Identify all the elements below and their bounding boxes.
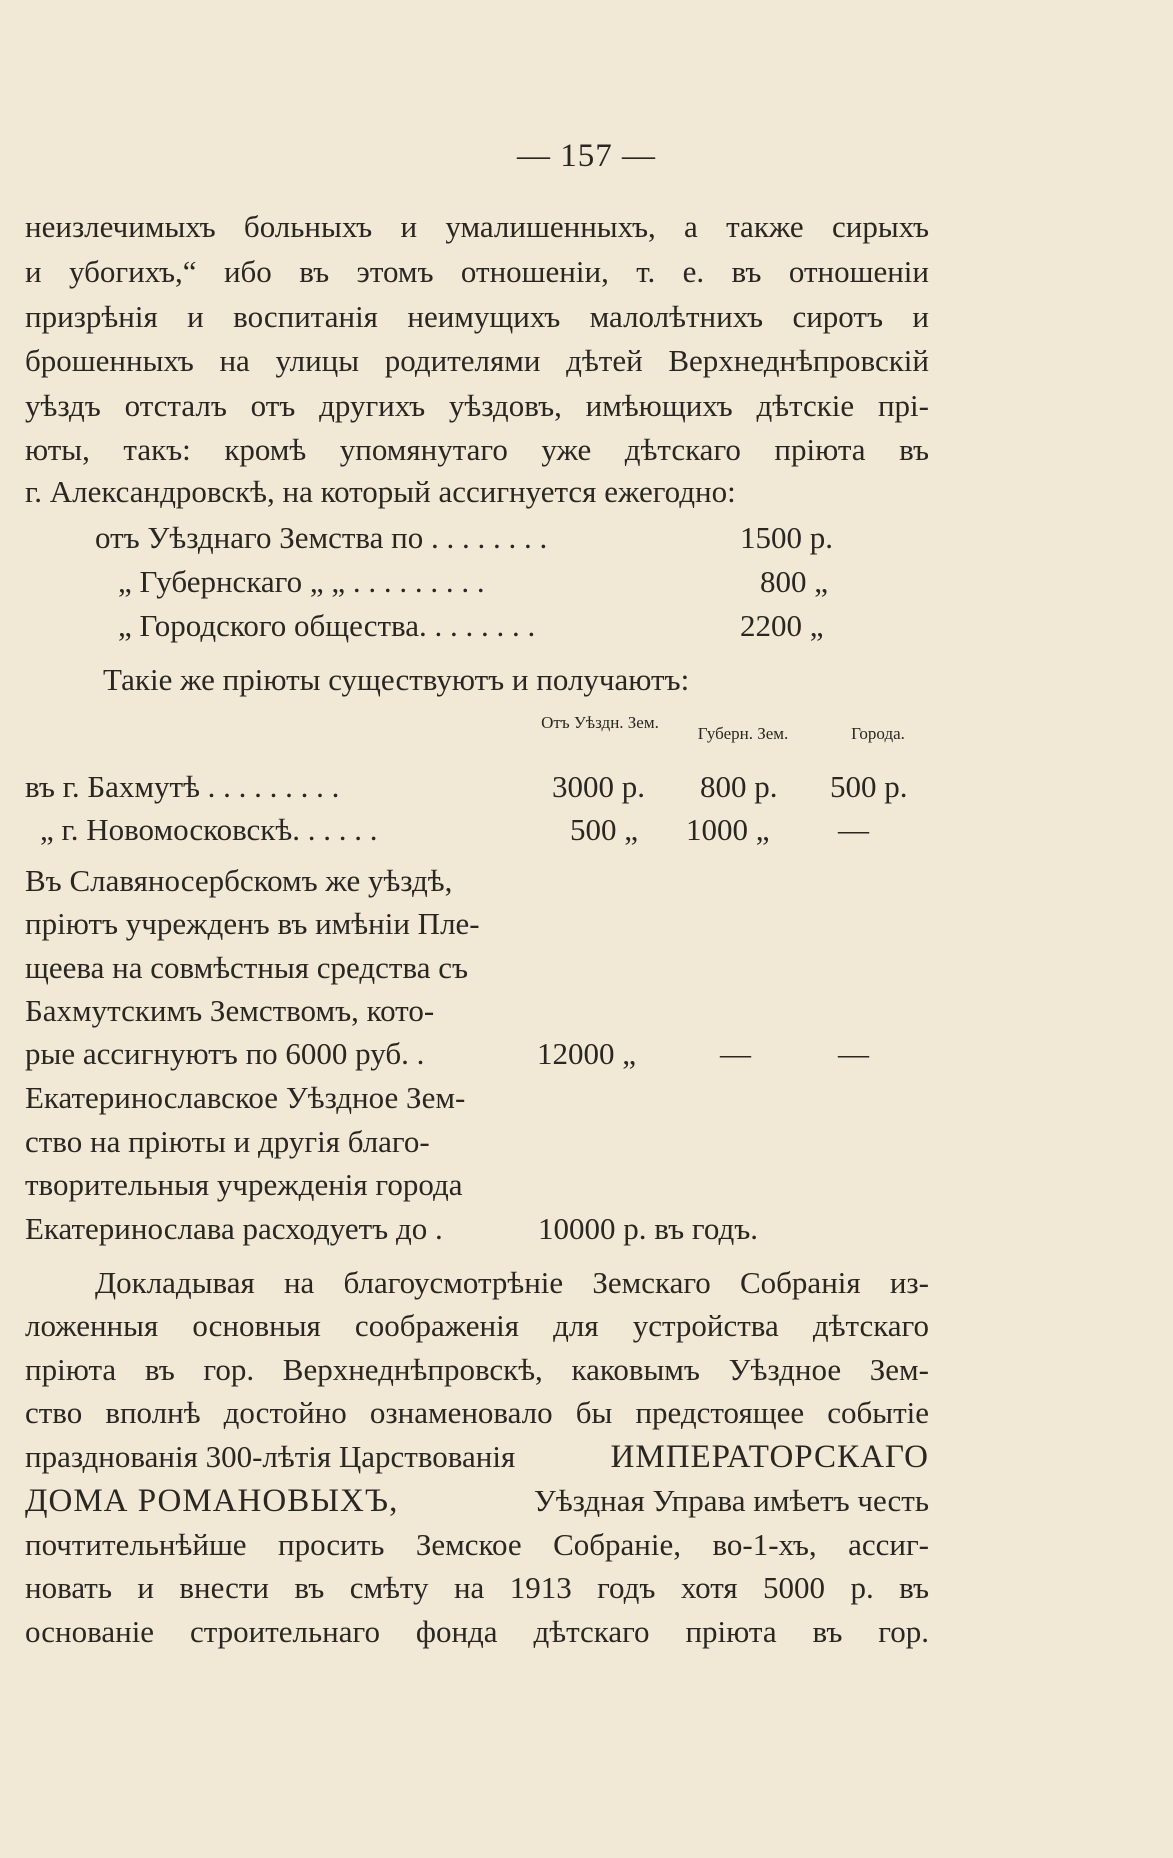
table-cell-gub: — xyxy=(720,1036,751,1071)
text-line: Екатеринослава расходуетъ до . xyxy=(25,1211,443,1246)
table-cell-city: — xyxy=(838,1036,869,1071)
table-cell-city: 500 р. xyxy=(830,769,908,804)
text-line: Въ Славяносербскомъ же уѣздѣ, xyxy=(25,863,453,898)
text-line xyxy=(25,1437,929,1477)
table-cell-city: — xyxy=(838,812,869,847)
text-line: творительныя учрежденiя города xyxy=(25,1167,463,1202)
text-line: основанiе строительнаго фонда дѣтскаго прiюта въ гор. xyxy=(25,1614,929,1649)
table-cell-uezd: 3000 р. xyxy=(552,769,645,804)
text-line: уѣздъ отсталъ отъ другихъ уѣздовъ, имѣющихъ дѣтскiе прi- xyxy=(25,388,929,423)
text-line: Екатеринославское Уѣздное Зем- xyxy=(25,1080,466,1115)
text-run: Уѣздная Управа имѣетъ честь xyxy=(533,1483,929,1518)
text-line: г. Александровскѣ, на который ассигнуется ежегодно: xyxy=(25,474,736,509)
table-cell-gub: 1000 „ xyxy=(686,812,770,847)
text-run-caps: ДОМА РОМАНОВЫХЪ, xyxy=(25,1483,399,1519)
text-line: Докладывая на благоусмотрѣнiе Земскаго Собранiя из- xyxy=(95,1265,929,1300)
text-line: брошенныхъ на улицы родителями дѣтей Верхнеднѣпровскiй xyxy=(25,343,929,378)
table-row-place: „ г. Новомосковскѣ. . . . . . xyxy=(40,812,378,847)
funding-label: „ Городского общества. . . . . . . . xyxy=(118,608,536,643)
text-line: рые ассигнуютъ по 6000 руб. . xyxy=(25,1036,425,1071)
funding-label: отъ Уѣзднаго Земства по . . . . . . . . xyxy=(95,520,548,555)
table-cell-total: 10000 р. въ годъ. xyxy=(538,1211,758,1246)
text-line: Бахмутскимъ Земствомъ, кото- xyxy=(25,993,435,1028)
table-row-place: въ г. Бахмутѣ . . . . . . . . . xyxy=(25,769,340,804)
funding-label: „ Губернскаго „ „ . . . . . . . . . xyxy=(118,564,485,599)
text-line: и убогихъ,“ ибо въ этомъ отношенiи, т. е. въ отношенiи xyxy=(25,254,929,289)
table-cell-gub: 800 р. xyxy=(700,769,778,804)
text-line: призрѣнiя и воспитанiя неимущихъ малолѣтнихъ сиротъ и xyxy=(25,299,929,334)
column-header-uezd: Отъ Уѣздн. Зем. xyxy=(541,713,659,732)
funding-amount: 800 „ xyxy=(760,564,829,599)
column-header-gub: Губерн. Зем. xyxy=(697,724,789,743)
table-cell-uezd: 12000 „ xyxy=(537,1036,637,1071)
text-line: почтительнѣйше просить Земское Собранiе, во-1-хъ, ассиг- xyxy=(25,1527,929,1562)
text-line: юты, такъ: кромѣ упомянутаго уже дѣтскаго прiюта въ xyxy=(25,432,929,467)
table-cell-uezd: 500 „ xyxy=(570,812,639,847)
text-line: прiютъ учрежденъ въ имѣнiи Пле- xyxy=(25,906,480,941)
text-run-caps: ИМПЕРАТОРСКАГО xyxy=(610,1439,929,1475)
page-number: — 157 — xyxy=(517,138,656,174)
text-run: празднованiя 300-лѣтiя Царствованiя xyxy=(25,1439,516,1474)
funding-amount: 1500 р. xyxy=(740,520,833,555)
table-intro: Такiе же прiюты существуютъ и получаютъ: xyxy=(103,662,690,697)
text-line: прiюта въ гор. Верхнеднѣпровскѣ, каковымъ Уѣздное Зем- xyxy=(25,1352,929,1387)
text-line: щеева на совмѣстныя средства съ xyxy=(25,950,468,985)
text-line xyxy=(25,1481,929,1521)
funding-amount: 2200 „ xyxy=(740,608,824,643)
text-line: неизлечимыхъ больныхъ и умалишенныхъ, а также сирыхъ xyxy=(25,209,929,244)
text-line: ство вполнѣ достойно ознаменовало бы предстоящее событiе xyxy=(25,1395,929,1430)
text-line: новать и внести въ смѣту на 1913 годъ хотя 5000 р. въ xyxy=(25,1570,929,1605)
column-header-city: Города. xyxy=(851,724,905,743)
text-line: ство на прiюты и другiя благо- xyxy=(25,1124,430,1159)
text-line: ложенныя основныя соображенiя для устройства дѣтскаго xyxy=(25,1308,929,1343)
